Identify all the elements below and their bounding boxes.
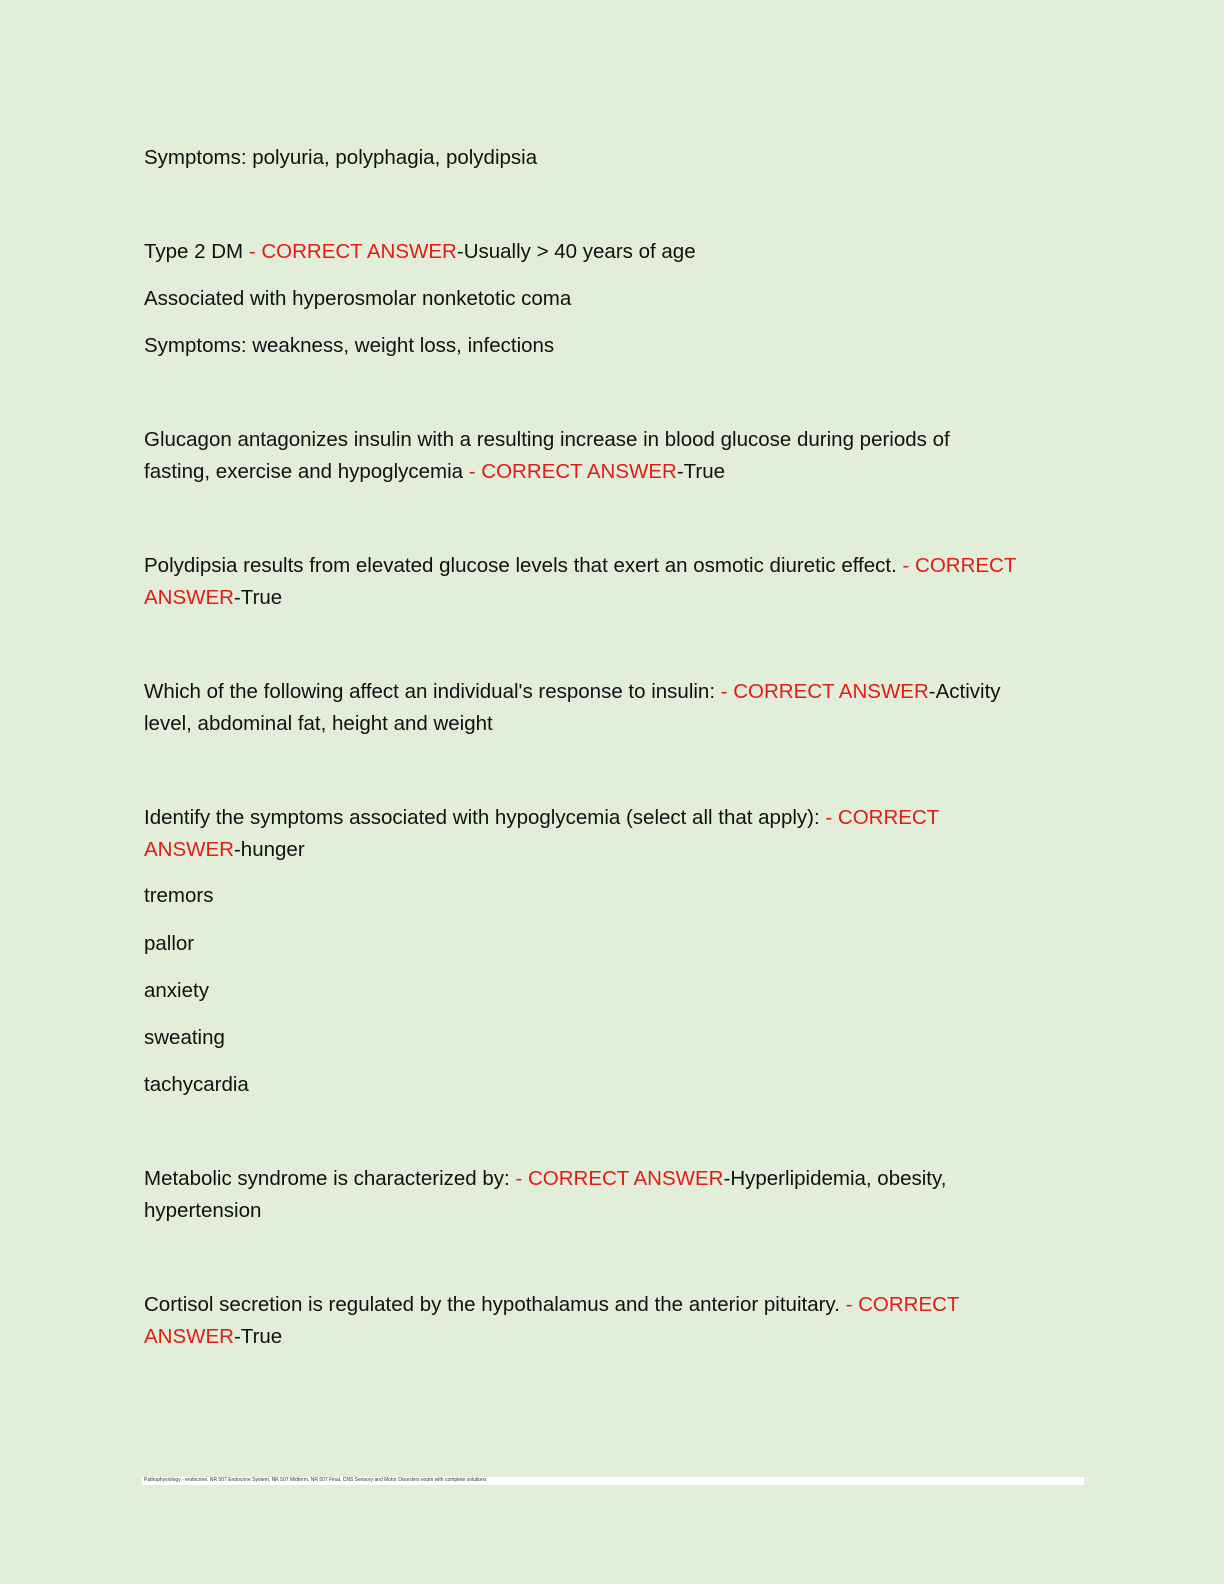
document-line: ANSWER-hunger — [144, 838, 305, 861]
document-line: Glucagon antagonizes insulin with a resulting increase in blood glucose during periods of — [144, 428, 950, 451]
document-line: Symptoms: weakness, weight loss, infections — [144, 334, 555, 357]
document-line: Type 2 DM - CORRECT ANSWER-Usually > 40 years of age — [144, 240, 696, 263]
correct-answer-marker: - CORRECT ANSWER — [515, 1167, 724, 1190]
correct-answer-marker: - CORRECT ANSWER — [720, 680, 929, 703]
document-line: ANSWER-True — [144, 1325, 283, 1348]
document-line: Metabolic syndrome is characterized by: - CORRECT ANSWER-Hyperlipidemia, obesity, — [144, 1167, 947, 1190]
list-item: sweating — [144, 1026, 225, 1049]
correct-answer-marker: ANSWER — [144, 838, 234, 861]
document-line: Polydipsia results from elevated glucose levels that exert an osmotic diuretic effect. - CORRECT — [144, 554, 1017, 577]
document-line: level, abdominal fat, height and weight — [144, 712, 493, 735]
document-line: Cortisol secretion is regulated by the hypothalamus and the anterior pituitary. - CORRECT — [144, 1293, 960, 1316]
document-line: Identify the symptoms associated with hypoglycemia (select all that apply): - CORRECT — [144, 806, 940, 829]
document-line: Symptoms: polyuria, polyphagia, polydipsia — [144, 146, 538, 169]
list-item: tremors — [144, 884, 214, 907]
correct-answer-marker: ANSWER — [144, 1325, 234, 1348]
document-line: Which of the following affect an individual's response to insulin: - CORRECT ANSWER-Activity — [144, 680, 1001, 703]
correct-answer-marker: - CORRECT — [825, 806, 940, 829]
document-line: Associated with hyperosmolar nonketotic coma — [144, 287, 572, 310]
footer-text: Pathophysiology - endocrine, NR 507 Endocrine System, NR 507 Midterm, NR 507 Final, CNS Sensory and Motor Disorders exam with complete solutions — [144, 1477, 487, 1483]
correct-answer-marker: - CORRECT — [902, 554, 1017, 577]
document-line: ANSWER-True — [144, 586, 283, 609]
correct-answer-marker: ANSWER — [144, 586, 234, 609]
document-line: fasting, exercise and hypoglycemia - CORRECT ANSWER-True — [144, 460, 726, 483]
list-item: tachycardia — [144, 1073, 249, 1096]
list-item: anxiety — [144, 979, 209, 1002]
correct-answer-marker: - CORRECT ANSWER — [248, 240, 457, 263]
correct-answer-marker: - CORRECT — [845, 1293, 960, 1316]
document-line: hypertension — [144, 1199, 262, 1222]
list-item: pallor — [144, 932, 195, 955]
correct-answer-marker: - CORRECT ANSWER — [468, 460, 677, 483]
